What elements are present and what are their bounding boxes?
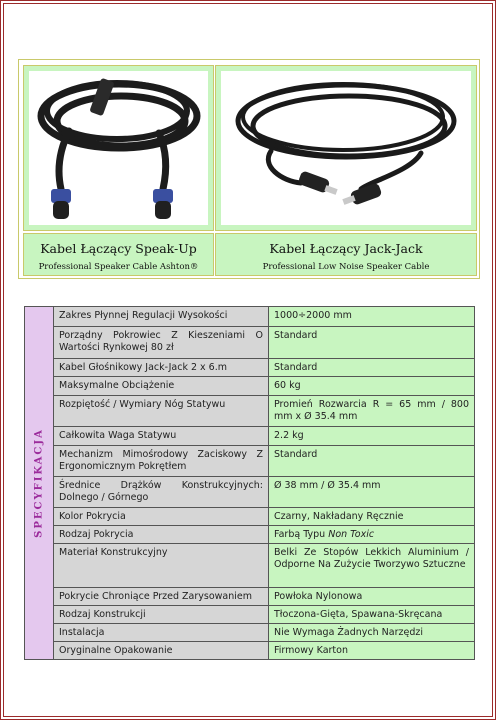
spec-name: Kabel Głośnikowy Jack-Jack 2 x 6.m [53,358,268,376]
spec-name: Materiał Konstrukcyjny [53,543,268,587]
spec-name: Maksymalne Obciążenie [53,376,268,395]
table-row [53,445,474,476]
table-row [53,358,474,376]
spec-value: Promień Rozwarcia R = 65 mm / 800 mm x Ø 35.4 mm [268,395,474,426]
spec-name: Zakres Płynnej Regulacji Wysokości [53,307,268,326]
product-caption-speakon [23,233,214,276]
product-image-speakon [23,65,214,231]
spec-name: Rodzaj Konstrukcji [53,605,268,623]
spec-value: Powłoka Nylonowa [268,587,474,605]
spec-name: Mechanizm Mimośrodowy Zaciskowy Z Ergonomicznym Pokrętłem [53,445,268,476]
spec-value: 1000÷2000 mm [268,307,474,326]
spec-value: Czarny, Nakładany Ręcznie [268,507,474,525]
jack-cable-icon [221,71,471,225]
spec-value: Belki Ze Stopów Lekkich Aluminium / Odporne Na Zużycie Tworzywo Sztuczne [268,543,474,587]
spec-side-label [25,307,52,659]
table-row [53,587,474,605]
spec-value: Ø 38 mm / Ø 35.4 mm [268,476,474,507]
table-row [53,641,474,659]
product-title: Kabel Łączący Speak-Up [40,241,197,256]
spec-value: 2.2 kg [268,426,474,445]
product-caption-jack [215,233,477,276]
spec-value: Standard [268,326,474,358]
spec-value-prefix: Farbą Typu [274,529,329,540]
table-row [53,476,474,507]
spec-value: Standard [268,445,474,476]
table-row [53,605,474,623]
spec-value-italic: Non Toxic [328,529,375,540]
spec-value: Firmowy Karton [268,641,474,659]
spec-name: Instalacja [53,623,268,641]
spec-name: Kolor Pokrycia [53,507,268,525]
product-image-jack [215,65,477,231]
table-row [53,376,474,395]
product-title: Kabel Łączący Jack-Jack [269,241,423,256]
spec-table [24,306,475,660]
product-subtitle: Professional Low Noise Speaker Cable [262,262,430,272]
spec-name: Porządny Pokrowiec Z Kieszeniami O Wartości Rynkowej 80 zł [53,326,268,358]
table-row [53,623,474,641]
product-table [18,59,480,279]
table-row [53,507,474,525]
spec-value: Standard [268,358,474,376]
spec-name: Oryginalne Opakowanie [53,641,268,659]
table-row [53,543,474,587]
spec-name: Całkowita Waga Statywu [53,426,268,445]
spec-name: Pokrycie Chroniące Przed Zarysowaniem [53,587,268,605]
table-row [53,326,474,358]
product-subtitle: Professional Speaker Cable Ashton® [38,262,199,272]
table-row [53,395,474,426]
spec-name: Rodzaj Pokrycia [53,525,268,543]
spec-value: Nie Wymaga Żadnych Narzędzi [268,623,474,641]
table-row [53,525,474,543]
spec-label-text: SPECYFIKACJA [33,428,44,538]
spec-name: Rozpiętość / Wymiary Nóg Statywu [53,395,268,426]
speakon-cable-icon [29,71,208,225]
spec-value: Tłoczona-Gięta, Spawana-Skręcana [268,605,474,623]
spec-name: Średnice Drążków Konstrukcyjnych: Dolnego / Górnego [53,476,268,507]
table-row [53,307,474,326]
spec-value: 60 kg [268,376,474,395]
spec-value [268,525,474,543]
table-row [53,426,474,445]
